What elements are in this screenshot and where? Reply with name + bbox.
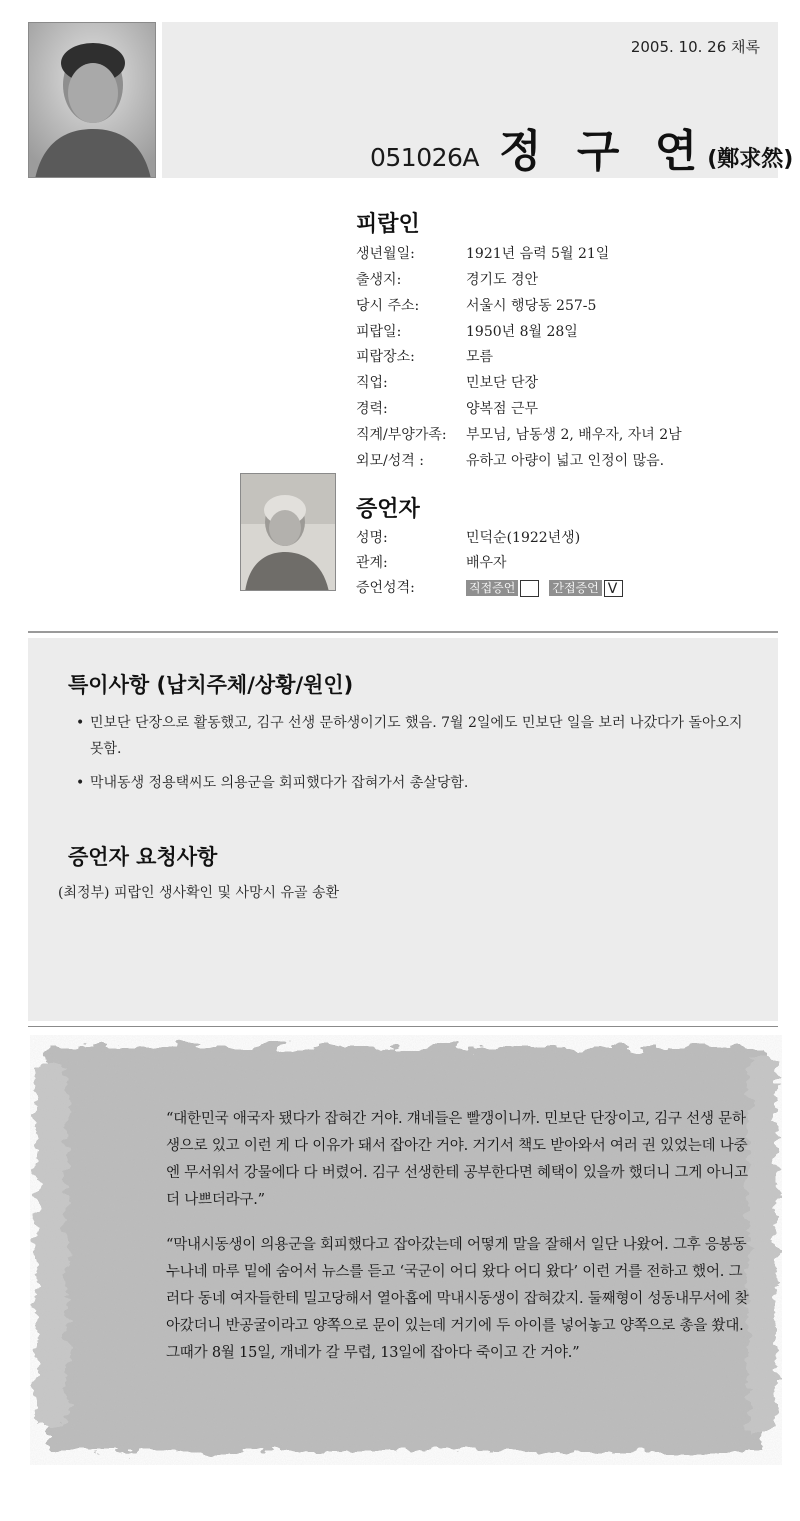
- witness-silhouette: [241, 474, 336, 591]
- row-value: 1950년 8월 28일: [466, 324, 578, 340]
- section-divider: [28, 631, 778, 633]
- notes-bullet-text: 막내동생 정용택씨도 의용군을 회피했다가 잡혀가서 총살당함.: [90, 775, 469, 791]
- row-value: 모름: [466, 349, 494, 365]
- bullet-dot-icon: •: [76, 775, 85, 791]
- abductee-row-birthdate: [356, 244, 609, 264]
- bullet-dot-icon: •: [76, 715, 85, 731]
- row-label: 직업:: [356, 375, 388, 391]
- notes-bullet: [76, 710, 756, 762]
- row-value: 양복점 근무: [466, 401, 539, 417]
- abductee-row-birthplace: [356, 270, 538, 290]
- row-label: 성명:: [356, 530, 388, 546]
- witness-section-title: 증언자: [356, 497, 420, 522]
- row-value: 민덕순(1922년생): [466, 530, 581, 546]
- row-label: 출생지:: [356, 272, 402, 288]
- portrait-silhouette: [29, 23, 156, 178]
- row-value: 민보단 단장: [466, 375, 539, 391]
- row-value: 경기도 경안: [466, 272, 539, 288]
- witness-photo: [240, 473, 336, 591]
- row-value: 부모님, 남동생 2, 배우자, 자녀 2남: [466, 427, 682, 443]
- row-value: 1921년 음력 5월 21일: [466, 246, 610, 262]
- witness-row-relation: [356, 553, 507, 573]
- direct-testimony-tag: 직접증언: [466, 580, 518, 596]
- person-name-hanja: (鄭求然): [707, 147, 794, 172]
- row-label: 피랍일:: [356, 324, 402, 340]
- witness-row-name: [356, 528, 580, 548]
- abductee-row-abduction-place: [356, 347, 493, 367]
- row-value: 배우자: [466, 555, 507, 571]
- indirect-testimony-tag: 간접증언: [549, 580, 601, 596]
- header-title-line: [370, 115, 793, 179]
- abductee-row-career: [356, 399, 538, 419]
- testimony-quote: “대한민국 애국자 됐다가 잡혀간 거야. 걔네들은 빨갱이니까. 민보단 단장이고, 김구 선생 문하생으로 있고 이런 게 다 이유가 돼서 잡아간 거야. 거기서 책도 받아와서 여러 권 있었는데 나중엔 무서워서 강물에다 다 버렸어. 김구 선생한테 공부한다면 혜택이 있을까 했더니 그게 아니고 더 나쁘더라구.”: [166, 1111, 748, 1208]
- abductee-section-title: 피랍인: [356, 212, 420, 237]
- row-label: 관계:: [356, 555, 388, 571]
- row-label: 직계/부양가족:: [356, 427, 447, 443]
- indirect-testimony-mark: V: [607, 580, 618, 597]
- request-title: 증언자 요청사항: [68, 845, 218, 869]
- indirect-testimony-checkbox[interactable]: [604, 580, 623, 597]
- row-label: 당시 주소:: [356, 298, 420, 314]
- testimony-band: [30, 1035, 782, 1465]
- person-name: 정 구 연: [499, 126, 708, 177]
- registration-date: 2005. 10. 26 채록: [630, 38, 760, 56]
- abductee-portrait-photo: [28, 22, 156, 178]
- row-value: 서울시 행당동 257-5: [466, 298, 597, 314]
- row-label: 피랍장소:: [356, 349, 415, 365]
- notes-bullet-text: 민보단 단장으로 활동했고, 김구 선생 문하생이기도 했음. 7월 2일에도 민보단 일을 보러 나갔다가 돌아오지 못함.: [90, 715, 743, 757]
- abductee-row-family: [356, 425, 682, 445]
- abductee-row-occupation: [356, 373, 538, 393]
- row-value: 유하고 아량이 넓고 인정이 많음.: [466, 453, 665, 469]
- abductee-row-appearance: [356, 451, 664, 471]
- section-divider: [28, 1026, 778, 1027]
- testimony-type-options: [466, 578, 633, 598]
- abductee-row-abduction-date: [356, 322, 578, 342]
- request-text: (최정부) 피랍인 생사확인 및 사망시 유골 송환: [58, 885, 340, 901]
- case-id: 051026A: [370, 143, 480, 172]
- notes-box: [28, 638, 778, 1021]
- row-label: 생년월일:: [356, 246, 415, 262]
- abductee-row-address: [356, 296, 596, 316]
- witness-row-testimony-type: [356, 578, 633, 598]
- notes-title: 특이사항 (납치주체/상황/원인): [68, 673, 354, 697]
- row-label: 경력:: [356, 401, 388, 417]
- notes-bullet: [76, 770, 756, 796]
- row-label: 증언성격:: [356, 580, 415, 596]
- direct-testimony-checkbox[interactable]: [520, 580, 539, 597]
- row-label: 외모/성격 :: [356, 453, 424, 469]
- testimony-quote: “막내시동생이 의용군을 회피했다고 잡아갔는데 어떻게 말을 잘해서 일단 나왔어. 그후 응봉동 누나네 마루 밑에 숨어서 뉴스를 듣고 ‘국군이 어디 왔다 어디 왔다’ 이런 거를 전하고 했어. 그러다 동네 여자들한테 밀고당해서 열아홉에 막내시동생이 잡혀갔지. 둘째형이 성동내무서에 찾아갔더니 반공굴이라고 양쪽으로 문이 있는데 거기에 두 아이를 넣어놓고 양쪽으로 총을 쐈대. 그때가 8월 15일, 개네가 갈 무렵, 13일에 잡아다 죽이고 간 거야.”: [166, 1237, 749, 1361]
